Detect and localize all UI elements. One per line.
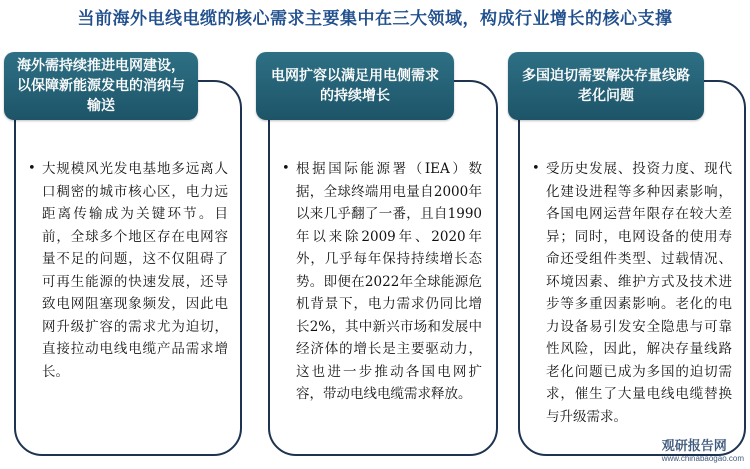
bullet-icon: • — [28, 161, 36, 176]
body-grid-expansion-text: 根据国际能源署（IEA）数据，全球终端用电量自2000年以来几乎翻了一番，且自1990年以来除2009年、2020年外，几乎每年保持持续增长态势。即便在2022年全球能源危机背景下，电力需求仍同比增长2%，其中新兴市场和发展中经济体的增长是主要驱动力，这也进一步推动各国电网扩容，带动电线电缆需求释放。 — [296, 161, 482, 402]
watermark-logo — [662, 435, 744, 463]
header-aging-lines: 多国迫切需要解决存量线路老化问题 — [508, 52, 704, 120]
watermark-text: 观研报告网 — [661, 438, 727, 453]
page-title: 当前海外电线电缆的核心需求主要集中在三大领域，构成行业增长的核心支撑 — [77, 9, 673, 29]
body-grid-construction-text: 大规模风光发电基地多远离人口稠密的城市核心区，电力远距离传输成为关键环节。目前，全球多个地区存在电网容量不足的问题，这不仅阻碍了可再生能源的快速发展，还导致电网阻塞现象频发，因此电网升级扩容的需求尤为迫切，直接拉动电线电缆产品需求增长。 — [42, 161, 228, 380]
bullet-icon: • — [282, 161, 290, 176]
body-grid-construction — [28, 158, 228, 383]
bullet-icon: • — [532, 161, 540, 176]
watermark-url: www.chinabaogao.com — [661, 454, 744, 463]
body-aging-lines-text: 受历史发展、投资力度、现代化建设进程等多种因素影响，各国电网运营年限存在较大差异；同时，电网设备的使用寿命还受组件类型、过载情况、环境因素、维护方式及技术进步等多重因素影响。老化的电力设备易引发安全隐患与可靠性风险，因此，解决存量线路老化问题已成为多国的迫切需求，催生了大量电线电缆替换与升级需求。 — [546, 161, 732, 425]
header-grid-construction: 海外需持续推进电网建设，以保障新能源发电的消纳与输送 — [4, 52, 198, 120]
body-aging-lines — [532, 158, 732, 428]
header-grid-expansion: 电网扩容以满足用电侧需求的持续增长 — [256, 52, 454, 120]
body-grid-expansion — [282, 158, 482, 406]
